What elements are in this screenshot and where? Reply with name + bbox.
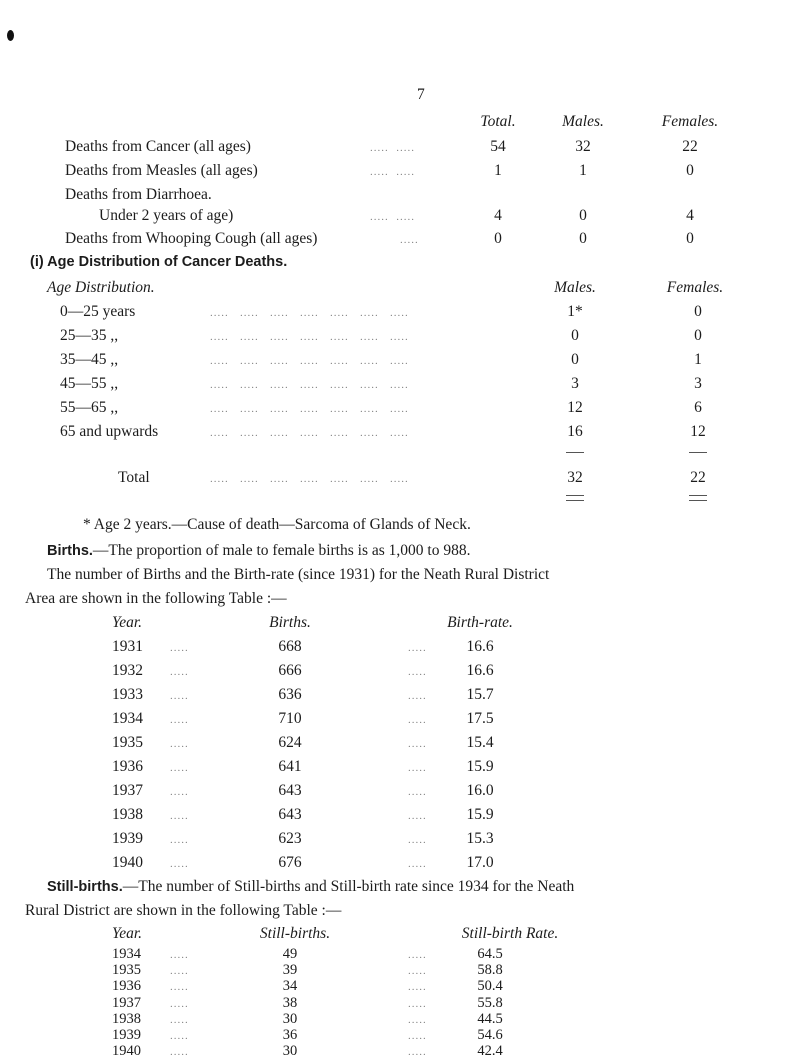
leader-dots: .....: [408, 834, 427, 846]
cell-birth-rate: 17.5: [466, 710, 494, 727]
leader-dots: .....: [170, 858, 189, 870]
cell-still-birth-rate: 50.4: [477, 978, 503, 994]
cell-births: 676: [278, 854, 302, 871]
cell-birth-rate: 15.3: [466, 830, 494, 847]
cell-females: 0: [694, 327, 702, 344]
leader-dots: .....: [170, 642, 189, 654]
cell-total: 54: [490, 138, 506, 155]
leader-dots: .....: [170, 738, 189, 750]
age-range: 65 and upwards: [60, 423, 159, 440]
row-label: Deaths from Diarrhoea.: [65, 186, 212, 203]
stillbirths-intro-line2: Rural District are shown in the following Table :—: [25, 902, 342, 919]
cell-still-birth-rate: 55.8: [477, 995, 503, 1011]
leader-dots: .....: [170, 1046, 189, 1058]
cell-birth-rate: 16.6: [466, 638, 494, 655]
cell-still-births: 30: [282, 1043, 298, 1059]
leader-dots: ..... ..... ..... ..... ..... ..... .....: [210, 331, 409, 343]
cell-births: 668: [278, 638, 302, 655]
leader-dots: .....: [170, 834, 189, 846]
leader-dots: .....: [408, 1014, 427, 1026]
cell-females: 6: [694, 399, 702, 416]
cell-still-birth-rate: 58.8: [477, 962, 503, 978]
row-label: Deaths from Whooping Cough (all ages): [65, 230, 318, 247]
cell-still-births: 39: [282, 962, 298, 978]
cell-still-birth-rate: 64.5: [477, 946, 503, 962]
header-females: Females.: [666, 279, 724, 296]
cell-birth-rate: 17.0: [466, 854, 494, 871]
leader-dots: ..... .....: [370, 142, 415, 154]
cell-year: 1935: [112, 962, 141, 978]
leader-dots: .....: [408, 738, 427, 750]
cell-males: 1: [579, 162, 587, 179]
cell-males: 32: [575, 138, 591, 155]
cell-females: 0: [694, 303, 702, 320]
header-still-birth-rate: Still-birth Rate.: [461, 925, 559, 942]
leader-dots: .....: [408, 965, 427, 977]
cell-males: 12: [567, 399, 583, 416]
cell-year: 1939: [112, 1027, 141, 1043]
leader-dots: .....: [170, 965, 189, 977]
cell-females: 22: [682, 138, 698, 155]
sum-rule: [566, 452, 584, 453]
cell-males: 3: [571, 375, 579, 392]
stillbirths-paragraph: [47, 878, 574, 896]
leader-dots: ..... .....: [370, 166, 415, 178]
leader-dots: .....: [170, 810, 189, 822]
double-rule: [566, 495, 584, 501]
leader-dots: .....: [408, 810, 427, 822]
leader-dots: .....: [400, 234, 419, 246]
cell-males: 0: [571, 327, 579, 344]
header-year: Year.: [112, 925, 143, 942]
cell-still-births: 38: [282, 995, 298, 1011]
leader-dots: ..... ..... ..... ..... ..... ..... .....: [210, 427, 409, 439]
header-males: Males.: [554, 279, 596, 296]
cell-year: 1935: [112, 734, 143, 751]
header-males: Males.: [562, 113, 604, 130]
cell-year: 1939: [112, 830, 143, 847]
age-range: 45—55 ,,: [60, 375, 119, 392]
header-total: Total.: [480, 113, 516, 130]
leader-dots: .....: [408, 1030, 427, 1042]
births-text: —The proportion of male to female births is as 1,000 to 988.: [92, 542, 471, 559]
cell-males: 0: [571, 351, 579, 368]
leader-dots: .....: [170, 981, 189, 993]
births-intro-line2: Area are shown in the following Table :—: [25, 590, 287, 607]
cell-births: 643: [278, 782, 302, 799]
leader-dots: ..... ..... ..... ..... ..... ..... .....: [210, 403, 409, 415]
cell-females: 4: [686, 207, 694, 224]
header-year: Year.: [112, 614, 143, 631]
header-females: Females.: [661, 113, 719, 130]
cell-births: 636: [278, 686, 302, 703]
cell-year: 1940: [112, 1043, 141, 1059]
leader-dots: .....: [408, 981, 427, 993]
leader-dots: .....: [170, 1030, 189, 1042]
leader-dots: .....: [170, 786, 189, 798]
cell-total: 1: [494, 162, 502, 179]
leader-dots: ..... ..... ..... ..... ..... ..... .....: [210, 379, 409, 391]
cell-birth-rate: 15.7: [466, 686, 494, 703]
cell-females: 0: [686, 230, 694, 247]
row-label: Deaths from Measles (all ages): [65, 162, 258, 179]
cell-males: 0: [579, 207, 587, 224]
leader-dots: .....: [170, 998, 189, 1010]
footnote: * Age 2 years.—Cause of death—Sarcoma of Glands of Neck.: [83, 516, 471, 533]
cell-births: 666: [278, 662, 302, 679]
double-rule: [689, 495, 707, 501]
leader-dots: .....: [170, 714, 189, 726]
cell-birth-rate: 15.9: [466, 758, 494, 775]
age-range: 25—35 ,,: [60, 327, 119, 344]
cell-males: 0: [579, 230, 587, 247]
total-males: 32: [567, 469, 583, 486]
row-sublabel: Under 2 years of age): [99, 207, 234, 224]
leader-dots: .....: [170, 666, 189, 678]
cell-year: 1932: [112, 662, 143, 679]
cancer-age-heading: (i) Age Distribution of Cancer Deaths.: [30, 254, 288, 270]
leader-dots: .....: [170, 1014, 189, 1026]
stillbirths-text: —The number of Still-births and Still-birth rate since 1934 for the Neath: [122, 878, 575, 895]
leader-dots: .....: [170, 762, 189, 774]
cell-year: 1931: [112, 638, 143, 655]
cell-birth-rate: 16.0: [466, 782, 494, 799]
cell-females: 0: [686, 162, 694, 179]
stillbirths-heading: Still-births.: [47, 879, 123, 895]
cell-year: 1934: [112, 710, 143, 727]
cell-birth-rate: 16.6: [466, 662, 494, 679]
leader-dots: .....: [408, 786, 427, 798]
cell-year: 1937: [112, 782, 143, 799]
cell-still-birth-rate: 42.4: [477, 1043, 503, 1059]
cell-year: 1934: [112, 946, 141, 962]
births-heading: Births.: [47, 543, 93, 559]
header-still-births: Still-births.: [259, 925, 331, 942]
cell-year: 1938: [112, 1011, 141, 1027]
leader-dots: ..... ..... ..... ..... ..... ..... .....: [210, 307, 409, 319]
cell-births: 623: [278, 830, 302, 847]
header-birth-rate: Birth-rate.: [447, 614, 513, 631]
cell-year: 1938: [112, 806, 143, 823]
cell-still-birth-rate: 44.5: [477, 1011, 503, 1027]
leader-dots: .....: [408, 714, 427, 726]
leader-dots: .....: [408, 666, 427, 678]
cell-year: 1940: [112, 854, 143, 871]
leader-dots: .....: [408, 690, 427, 702]
cell-year: 1937: [112, 995, 141, 1011]
cell-birth-rate: 15.4: [466, 734, 494, 751]
leader-dots: ..... .....: [370, 211, 415, 223]
page-number: 7: [417, 86, 425, 103]
cell-births: 710: [278, 710, 302, 727]
sum-rule: [689, 452, 707, 453]
leader-dots: ..... ..... ..... ..... ..... ..... .....: [210, 355, 409, 367]
births-paragraph: [47, 542, 470, 560]
leader-dots: .....: [170, 690, 189, 702]
leader-dots: ..... ..... ..... ..... ..... ..... .....: [210, 473, 409, 485]
age-range: 35—45 ,,: [60, 351, 119, 368]
cell-birth-rate: 15.9: [466, 806, 494, 823]
cell-births: 624: [278, 734, 302, 751]
cell-year: 1936: [112, 978, 141, 994]
cell-still-births: 36: [282, 1027, 298, 1043]
header-births: Births.: [269, 614, 311, 631]
cell-year: 1936: [112, 758, 143, 775]
cell-females: 12: [690, 423, 706, 440]
cell-males: 16: [567, 423, 583, 440]
cell-males: 1*: [567, 303, 583, 320]
cell-females: 3: [694, 375, 702, 392]
cell-births: 643: [278, 806, 302, 823]
leader-dots: .....: [170, 949, 189, 961]
cell-females: 1: [694, 351, 702, 368]
leader-dots: .....: [408, 949, 427, 961]
leader-dots: .....: [408, 998, 427, 1010]
total-label: Total: [118, 469, 150, 486]
cell-still-births: 49: [282, 946, 298, 962]
leader-dots: .....: [408, 858, 427, 870]
births-intro-line1: The number of Births and the Birth-rate (since 1931) for the Neath Rural District: [47, 566, 550, 583]
cell-still-births: 34: [282, 978, 298, 994]
cell-still-birth-rate: 54.6: [477, 1027, 503, 1043]
punch-hole-mark: [7, 30, 14, 41]
cell-still-births: 30: [282, 1011, 298, 1027]
leader-dots: .....: [408, 1046, 427, 1058]
cell-total: 0: [494, 230, 502, 247]
age-distribution-label: Age Distribution.: [47, 279, 155, 296]
cell-year: 1933: [112, 686, 143, 703]
row-label: Deaths from Cancer (all ages): [65, 138, 251, 155]
cell-total: 4: [494, 207, 502, 224]
age-range: 0—25 years: [60, 303, 136, 320]
leader-dots: .....: [408, 762, 427, 774]
total-females: 22: [690, 469, 706, 486]
cell-births: 641: [278, 758, 302, 775]
leader-dots: .....: [408, 642, 427, 654]
age-range: 55—65 ,,: [60, 399, 119, 416]
